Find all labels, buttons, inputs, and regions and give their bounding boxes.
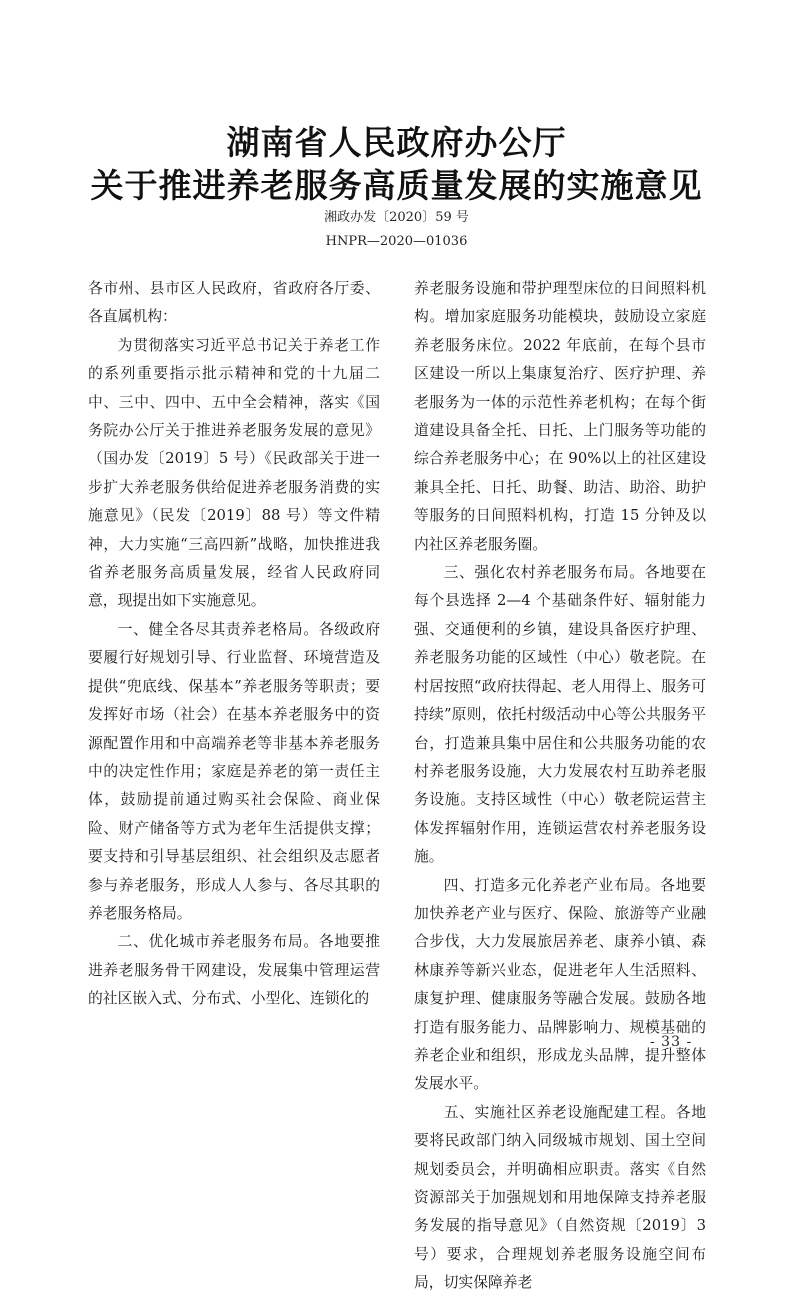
- text-column-right: [414, 275, 706, 1298]
- page-number: - 33 -: [650, 1034, 693, 1050]
- document-number: 湘政办发〔2020〕59 号: [324, 210, 469, 225]
- section-2-paragraph: 二、优化城市养老服务布局。各地要推进养老服务骨干网建设，发展集中管理运营的社区嵌入式、分布式、小型化、连锁化的: [88, 933, 380, 1008]
- registration-code: HNPR—2020—01036: [325, 234, 468, 249]
- section-2-continuation: 养老服务设施和带护理型床位的日间照料机构。增加家庭服务功能模块，鼓励设立家庭养老服务床位。2022 年底前，在每个县市区建设一所以上集康复治疗、医疗护理、养老服务为一体的示范性养老机构；在每个街道建设具备全托、日托、上门服务等功能的综合养老服务中心；在 90%以上的社区建设兼具全托、日托、助餐、助洁、助浴、助护等服务的日间照料机构，打造 15 分钟及以内社区养老服务圈。: [414, 280, 706, 553]
- document-title-line1: 湖南省人民政府办公厅: [226, 123, 567, 162]
- section-5-paragraph: 五、实施社区养老设施配建工程。各地要将民政部门纳入同级城市规划、国土空间规划委员会，并明确相应职责。落实《自然资源部关于加强规划和用地保障支持养老服务发展的指导意见》（自然资规〔2019〕3 号）要求，合理规划养老服务设施空间布局，切实保障养老: [414, 1103, 706, 1292]
- section-3-paragraph: 三、强化农村养老服务布局。各地要在每个县选择 2—4 个基础条件好、辐射能力强、交通便利的乡镇，建设具备医疗护理、养老服务功能的区域性（中心）敬老院。在村居按照“政府扶得起、老人用得上、服务可持续”原则，依托村级活动中心等公共服务平台，打造兼具集中居住和公共服务功能的农村养老服务设施，大力发展农村互助养老服务设施。支持区域性（中心）敬老院运营主体发挥辐射作用，连锁运营农村养老服务设施。: [414, 564, 706, 866]
- salutation: 各市州、县市区人民政府，省政府各厅委、各直属机构：: [88, 280, 380, 326]
- section-1-paragraph: 一、健全各尽其责养老格局。各级政府要履行好规划引导、行业监督、环境营造及提供“兜底线、保基本”养老服务等职责；要发挥好市场（社会）在基本养老服务中的资源配置作用和中高端养老等非基本养老服务中的决定性作用；家庭是养老的第一责任主体，鼓励提前通过购买社会保险、商业保险、财产储备等方式为老年生活提供支撑；要支持和引导基层组织、社会组织及志愿者参与养老服务，形成人人参与、各尽其职的养老服务格局。: [88, 620, 380, 922]
- section-4-paragraph: 四、打造多元化养老产业布局。各地要加快养老产业与医疗、保险、旅游等产业融合步伐，大力发展旅居养老、康养小镇、森林康养等新兴业态，促进老年人生活照料、康复护理、健康服务等融合发展。鼓励各地打造有服务能力、品牌影响力、规模基础的养老企业和组织，形成龙头品牌，提升整体发展水平。: [414, 876, 706, 1093]
- document-title-line2: 关于推进养老服务高质量发展的实施意见: [90, 166, 703, 205]
- intro-paragraph: 为贯彻落实习近平总书记关于养老工作的系列重要指示批示精神和党的十九届二中、三中、四中、五中全会精神，落实《国务院办公厅关于推进养老服务发展的意见》（国办发〔2019〕5 号）《民政部关于进一步扩大养老服务供给促进养老服务消费的实施意见》（民发〔2019〕88 号）等文件精神，大力实施“三高四新”战略，加快推进我省养老服务高质量发展，经省人民政府同意，现提出如下实施意见。: [88, 336, 380, 610]
- text-column-left: [88, 275, 380, 1014]
